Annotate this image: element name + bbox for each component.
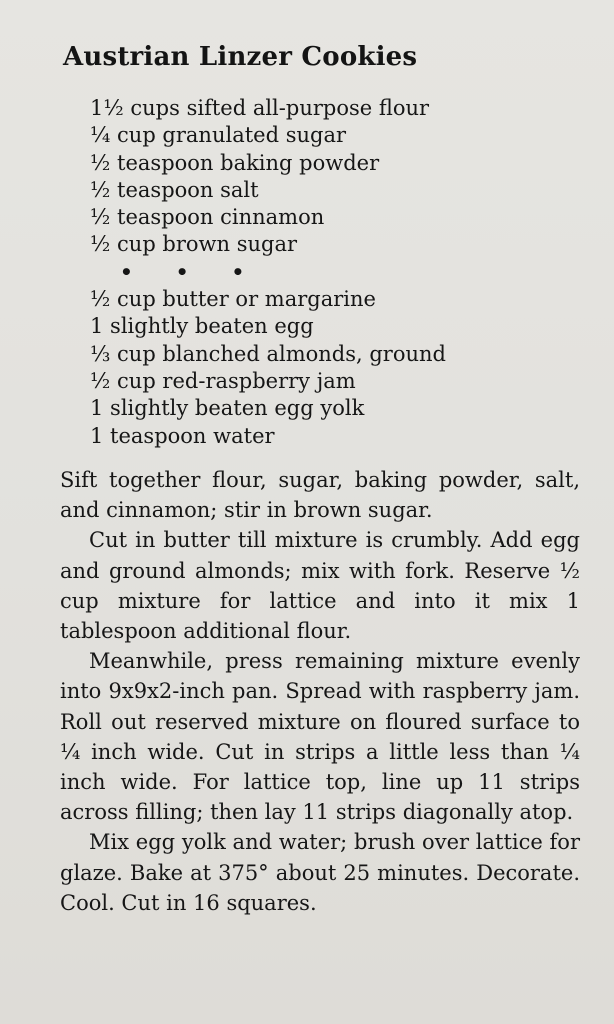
ingredient-item: ¼ cup granulated sugar bbox=[90, 123, 347, 148]
ingredient-separator: • • • bbox=[120, 259, 263, 284]
ingredient-item: ½ cup butter or margarine bbox=[90, 287, 376, 312]
ingredient-item: ½ teaspoon baking powder bbox=[90, 150, 380, 175]
instruction-paragraph: Sift together flour, sugar, baking powder, salt, and cinnamon; stir in brown sugar. bbox=[60, 468, 580, 523]
recipe-title: Austrian Linzer Cookies bbox=[63, 42, 418, 72]
ingredient-list bbox=[90, 95, 446, 450]
ingredient-item: 1 teaspoon water bbox=[90, 423, 275, 448]
ingredient-item: 1 slightly beaten egg yolk bbox=[90, 396, 365, 421]
instruction-paragraph: Cut in butter till mixture is crumbly. Add egg and ground almonds; mix with fork. Reserve ½ cup mixture for lattice and into it mix 1 tablespoon additional flour. bbox=[60, 528, 580, 644]
ingredient-item: ½ cup red-raspberry jam bbox=[90, 368, 356, 393]
ingredient-item: 1½ cups sifted all-purpose flour bbox=[90, 96, 430, 120]
instructions bbox=[60, 465, 580, 918]
ingredient-item: ½ teaspoon cinnamon bbox=[90, 205, 325, 230]
instruction-paragraph: Meanwhile, press remaining mixture evenly into 9x9x2-inch pan. Spread with raspberry jam. Roll out reserved mixture on floured surface to ¼ inch wide. Cut in strips a little less than ¼ inch wide. For lattice top, line up 11 strips across filling; then lay 11 strips diagonally atop. bbox=[60, 649, 580, 825]
ingredient-item: 1 slightly beaten egg bbox=[90, 314, 314, 339]
ingredient-item: ½ cup brown sugar bbox=[90, 232, 298, 257]
ingredient-item: ½ teaspoon salt bbox=[90, 177, 259, 202]
ingredient-item: ⅓ cup blanched almonds, ground bbox=[90, 341, 446, 366]
instruction-paragraph: Mix egg yolk and water; brush over lattice for glaze. Bake at 375° about 25 minutes. Decorate. Cool. Cut in 16 squares. bbox=[60, 830, 580, 915]
